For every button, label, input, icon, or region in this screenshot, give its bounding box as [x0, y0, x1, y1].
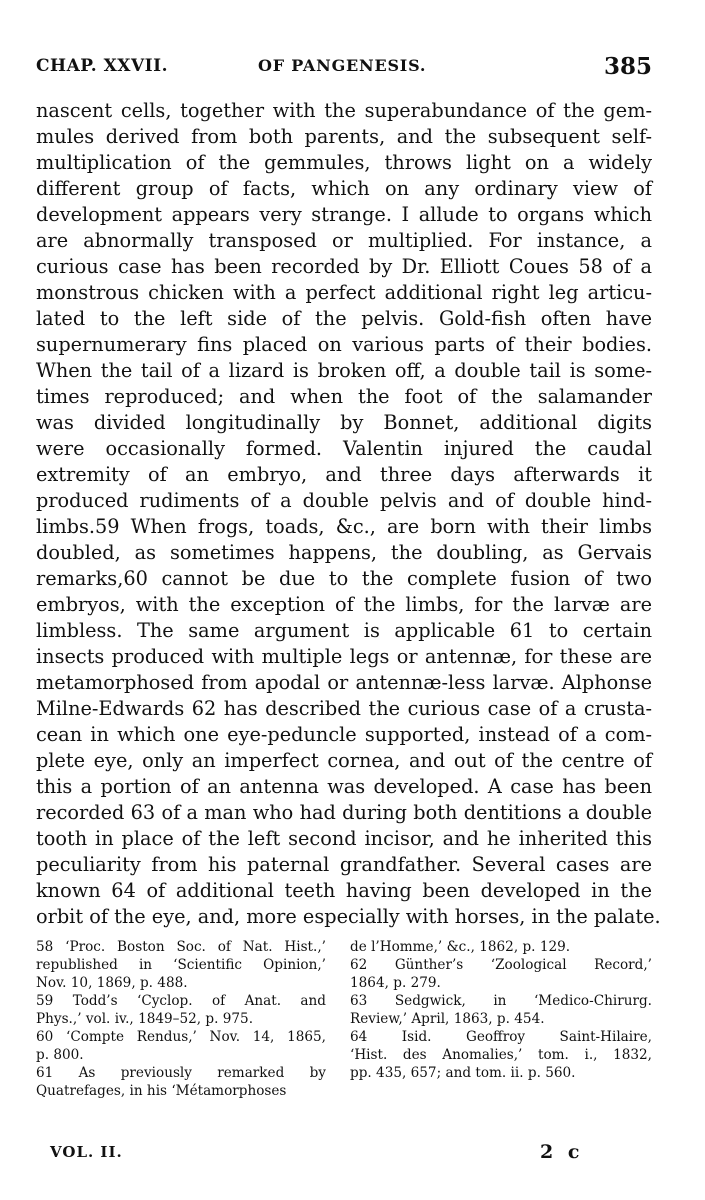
- body-line: lated to the left side of the pelvis. Gold-fish often have: [36, 307, 652, 330]
- body-line: development appears very strange. I allude to organs which: [36, 203, 652, 226]
- footnote-line: 60 ‘Compte Rendus,’ Nov. 14, 1865,: [36, 1029, 326, 1045]
- footnote-line: Quatrefages, in his ‘Métamorphoses: [36, 1083, 287, 1099]
- body-line: produced rudiments of a double pelvis and of double hind-: [36, 489, 652, 512]
- body-line: insects produced with multiple legs or antennæ, for these are: [36, 645, 652, 668]
- footnote-line: Review,’ April, 1863, p. 454.: [350, 1011, 545, 1027]
- body-line: nascent cells, together with the superabundance of the gem-: [36, 99, 652, 122]
- running-header: [36, 53, 652, 86]
- footnote-line: 63 Sedgwick, in ‘Medico-Chirurg.: [350, 993, 652, 1009]
- volume-label: VOL. II.: [50, 1143, 123, 1161]
- footnote-line: 59 Todd’s ‘Cyclop. of Anat. and: [36, 993, 326, 1009]
- body-line: limbs.59 When frogs, toads, &c., are born with their limbs: [36, 515, 652, 538]
- footnote-line: 62 Günther’s ‘Zoological Record,’: [350, 957, 652, 973]
- body-line: orbit of the eye, and, more especially with horses, in the palate.: [36, 905, 661, 928]
- footnote-line: p. 800.: [36, 1047, 84, 1063]
- body-line: were occasionally formed. Valentin injured the caudal: [36, 437, 652, 460]
- footnote-line: republished in ‘Scientific Opinion,’: [36, 957, 326, 973]
- body-line: mules derived from both parents, and the subsequent self-: [36, 125, 652, 148]
- footnote-line: Phys.,’ vol. iv., 1849–52, p. 975.: [36, 1011, 254, 1027]
- footnotes-right-column: [350, 938, 652, 1082]
- running-title: OF PANGENESIS.: [258, 56, 427, 75]
- footnote-line: de l’Homme,’ &c., 1862, p. 129.: [350, 939, 571, 955]
- footnote-line: 58 ‘Proc. Boston Soc. of Nat. Hist.,’: [36, 939, 326, 955]
- body-line: metamorphosed from apodal or antennæ-less larvæ. Alphonse: [36, 671, 652, 694]
- body-line: remarks,60 cannot be due to the complete fusion of two: [36, 567, 652, 590]
- footnote-line: 61 As previously remarked by: [36, 1065, 326, 1081]
- body-line: recorded 63 of a man who had during both dentitions a double: [36, 801, 652, 824]
- footnote-line: ‘Hist. des Anomalies,’ tom. i., 1832,: [350, 1047, 652, 1063]
- body-line: this a portion of an antenna was developed. A case has been: [36, 775, 652, 798]
- body-line: cean in which one eye-peduncle supported, instead of a com-: [36, 723, 652, 746]
- body-line: times reproduced; and when the foot of the salamander: [36, 385, 652, 408]
- signature-mark: 2 c: [540, 1141, 584, 1163]
- body-line: multiplication of the gemmules, throws light on a widely: [36, 151, 652, 174]
- body-line: known 64 of additional teeth having been developed in the: [36, 879, 652, 902]
- body-line: supernumerary fins placed on various parts of their bodies.: [36, 333, 652, 356]
- body-text: [36, 98, 661, 930]
- body-line: monstrous chicken with a perfect additional right leg articu-: [36, 281, 652, 304]
- page-footer: [36, 1143, 652, 1167]
- body-line: peculiarity from his paternal grandfather. Several cases are: [36, 853, 652, 876]
- body-line: was divided longitudinally by Bonnet, additional digits: [36, 411, 652, 434]
- footnote-line: 1864, p. 279.: [350, 975, 441, 991]
- body-line: are abnormally transposed or multiplied. For instance, a: [36, 229, 652, 252]
- body-line: curious case has been recorded by Dr. Elliott Coues 58 of a: [36, 255, 652, 278]
- body-line: plete eye, only an imperfect cornea, and out of the centre of: [36, 749, 652, 772]
- body-line: extremity of an embryo, and three days afterwards it: [36, 463, 652, 486]
- body-line: limbless. The same argument is applicable 61 to certain: [36, 619, 652, 642]
- footnote-line: pp. 435, 657; and tom. ii. p. 560.: [350, 1065, 576, 1081]
- body-line: doubled, as sometimes happens, the doubling, as Gervais: [36, 541, 652, 564]
- footnotes-left-column: [36, 938, 326, 1100]
- page-number: 385: [603, 53, 652, 80]
- body-line: tooth in place of the left second incisor, and he inherited this: [36, 827, 652, 850]
- chapter-label: CHAP. XXVII.: [36, 56, 168, 76]
- body-line: different group of facts, which on any ordinary view of: [36, 177, 652, 200]
- body-line: When the tail of a lizard is broken off, a double tail is some-: [36, 359, 652, 382]
- body-line: embryos, with the exception of the limbs, for the larvæ are: [36, 593, 652, 616]
- footnote-line: Nov. 10, 1869, p. 488.: [36, 975, 188, 991]
- body-line: Milne-Edwards 62 has described the curious case of a crusta-: [36, 697, 652, 720]
- footnote-line: 64 Isid. Geoffroy Saint-Hilaire,: [350, 1029, 652, 1045]
